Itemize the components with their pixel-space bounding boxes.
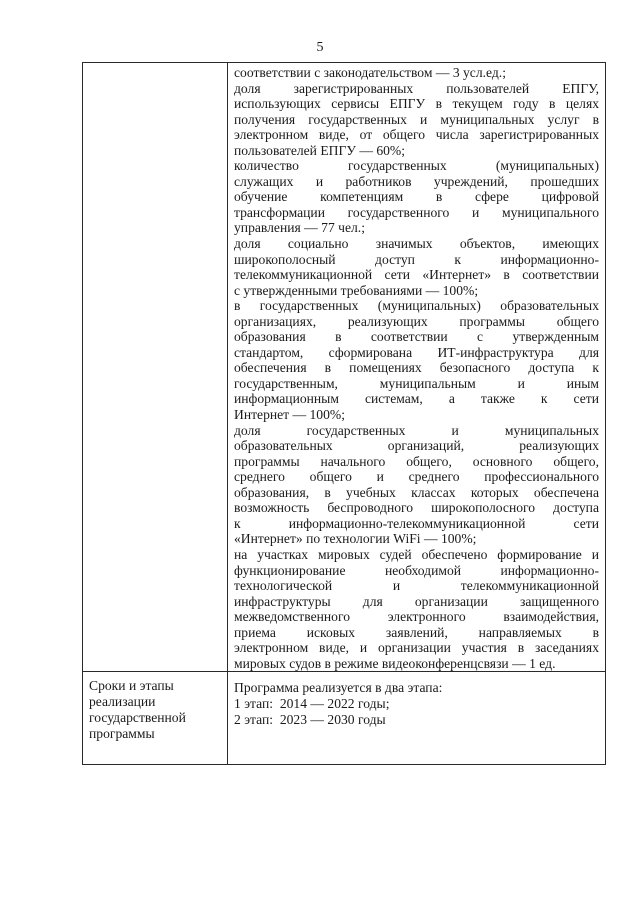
stages-line: Программа реализуется в два этапа: bbox=[234, 680, 443, 696]
indicator-line: приема исковых заявлений, направляемых в bbox=[234, 624, 599, 640]
indicator-line: использующих сервисы ЕПГУ в текущем году в целях bbox=[234, 96, 599, 112]
indicator-line: организациях, реализующих программы общего bbox=[234, 313, 599, 329]
indicator-line: образовательных организаций, реализующих bbox=[234, 438, 599, 454]
stages-content-cell bbox=[228, 672, 606, 765]
indicator-line: телекоммуникационной сети «Интернет» в соответствии bbox=[234, 267, 599, 283]
indicator-line: получения государственных и муниципальных услуг в bbox=[234, 111, 599, 127]
indicator-line: управления — 77 чел.; bbox=[234, 220, 365, 236]
indicator-line: «Интернет» по технологии WiFi — 100%; bbox=[234, 531, 477, 547]
indicator-line: доля государственных и муниципальных bbox=[234, 422, 599, 438]
indicator-line: межведомственного электронного взаимодействия, bbox=[234, 609, 599, 625]
indicator-line: служащих и работников учреждений, прошедших bbox=[234, 173, 599, 189]
indicator-line: информационным системам, а также к сети bbox=[234, 391, 599, 407]
indicator-line: государственным, муниципальным и иным bbox=[234, 375, 599, 391]
indicator-line: на участках мировых судей обеспечено формирование и bbox=[234, 546, 599, 562]
indicator-line: пользователей ЕПГУ — 60%; bbox=[234, 142, 406, 158]
indicator-line: среднего общего и среднего профессионального bbox=[234, 469, 599, 485]
indicator-line: с утвержденными требованиями — 100%; bbox=[234, 282, 479, 298]
indicator-line: Интернет — 100%; bbox=[234, 407, 345, 423]
indicator-line: доля социально значимых объектов, имеющих bbox=[234, 236, 599, 252]
indicator-line: обеспечения в помещениях безопасного доступа к bbox=[234, 360, 599, 376]
indicator-line: мировых судов в режиме видеоконференцсвязи — 1 ед. bbox=[234, 655, 556, 671]
stages-text bbox=[234, 680, 599, 728]
indicator-line: количество государственных (муниципальных) bbox=[234, 158, 599, 174]
page-number: 5 bbox=[316, 40, 324, 55]
indicator-line: образования в соответствии с утвержденным bbox=[234, 329, 599, 345]
indicator-line: программы начального общего, основного общего, bbox=[234, 453, 599, 469]
indicator-line: стандартом, сформирована ИТ-инфраструктура для bbox=[234, 344, 599, 360]
indicator-line: образования, в учебных классах которых обеспечена bbox=[234, 484, 599, 500]
indicator-line: соответствии с законодательством — 3 усл.ед.; bbox=[234, 65, 506, 80]
stages-row bbox=[83, 672, 606, 765]
indicator-line: трансформации государственного и муниципального bbox=[234, 204, 599, 220]
indicator-line: к информационно-телекоммуникационной сети bbox=[234, 515, 599, 531]
indicators-content-cell bbox=[228, 63, 606, 672]
indicator-line: широкополосный доступ к информационно- bbox=[234, 251, 599, 267]
indicator-line: электронном виде, и организации участия в заседаниях bbox=[234, 640, 599, 656]
indicators-text bbox=[234, 65, 599, 671]
indicator-line: доля зарегистрированных пользователей ЕПГУ, bbox=[234, 80, 599, 96]
indicators-label-cell bbox=[83, 63, 228, 672]
indicator-line: инфраструктуры для организации защищенного bbox=[234, 593, 599, 609]
indicator-line: в государственных (муниципальных) образовательных bbox=[234, 298, 599, 314]
stages-line: 2 этап: 2023 — 2030 годы bbox=[234, 712, 386, 728]
stages-label-line: реализации bbox=[89, 694, 156, 710]
indicator-line: электронном виде, от общего числа зарегистрированных bbox=[234, 127, 599, 143]
stages-label-line: программы bbox=[89, 726, 155, 742]
stages-label-line: государственной bbox=[89, 710, 186, 726]
stages-label bbox=[89, 678, 222, 742]
indicator-line: обучение компетенциям в сфере цифровой bbox=[234, 189, 599, 205]
stages-label-cell bbox=[83, 672, 228, 765]
indicator-line: технологической и телекоммуникационной bbox=[234, 578, 599, 594]
indicator-line: функционирование необходимой информационно- bbox=[234, 562, 599, 578]
indicator-line: возможность беспроводного широкополосного доступа bbox=[234, 500, 599, 516]
stages-line: 1 этап: 2014 — 2022 годы; bbox=[234, 696, 390, 712]
program-passport-table bbox=[82, 62, 606, 765]
stages-label-line: Сроки и этапы bbox=[89, 678, 174, 694]
indicators-row bbox=[83, 63, 606, 672]
